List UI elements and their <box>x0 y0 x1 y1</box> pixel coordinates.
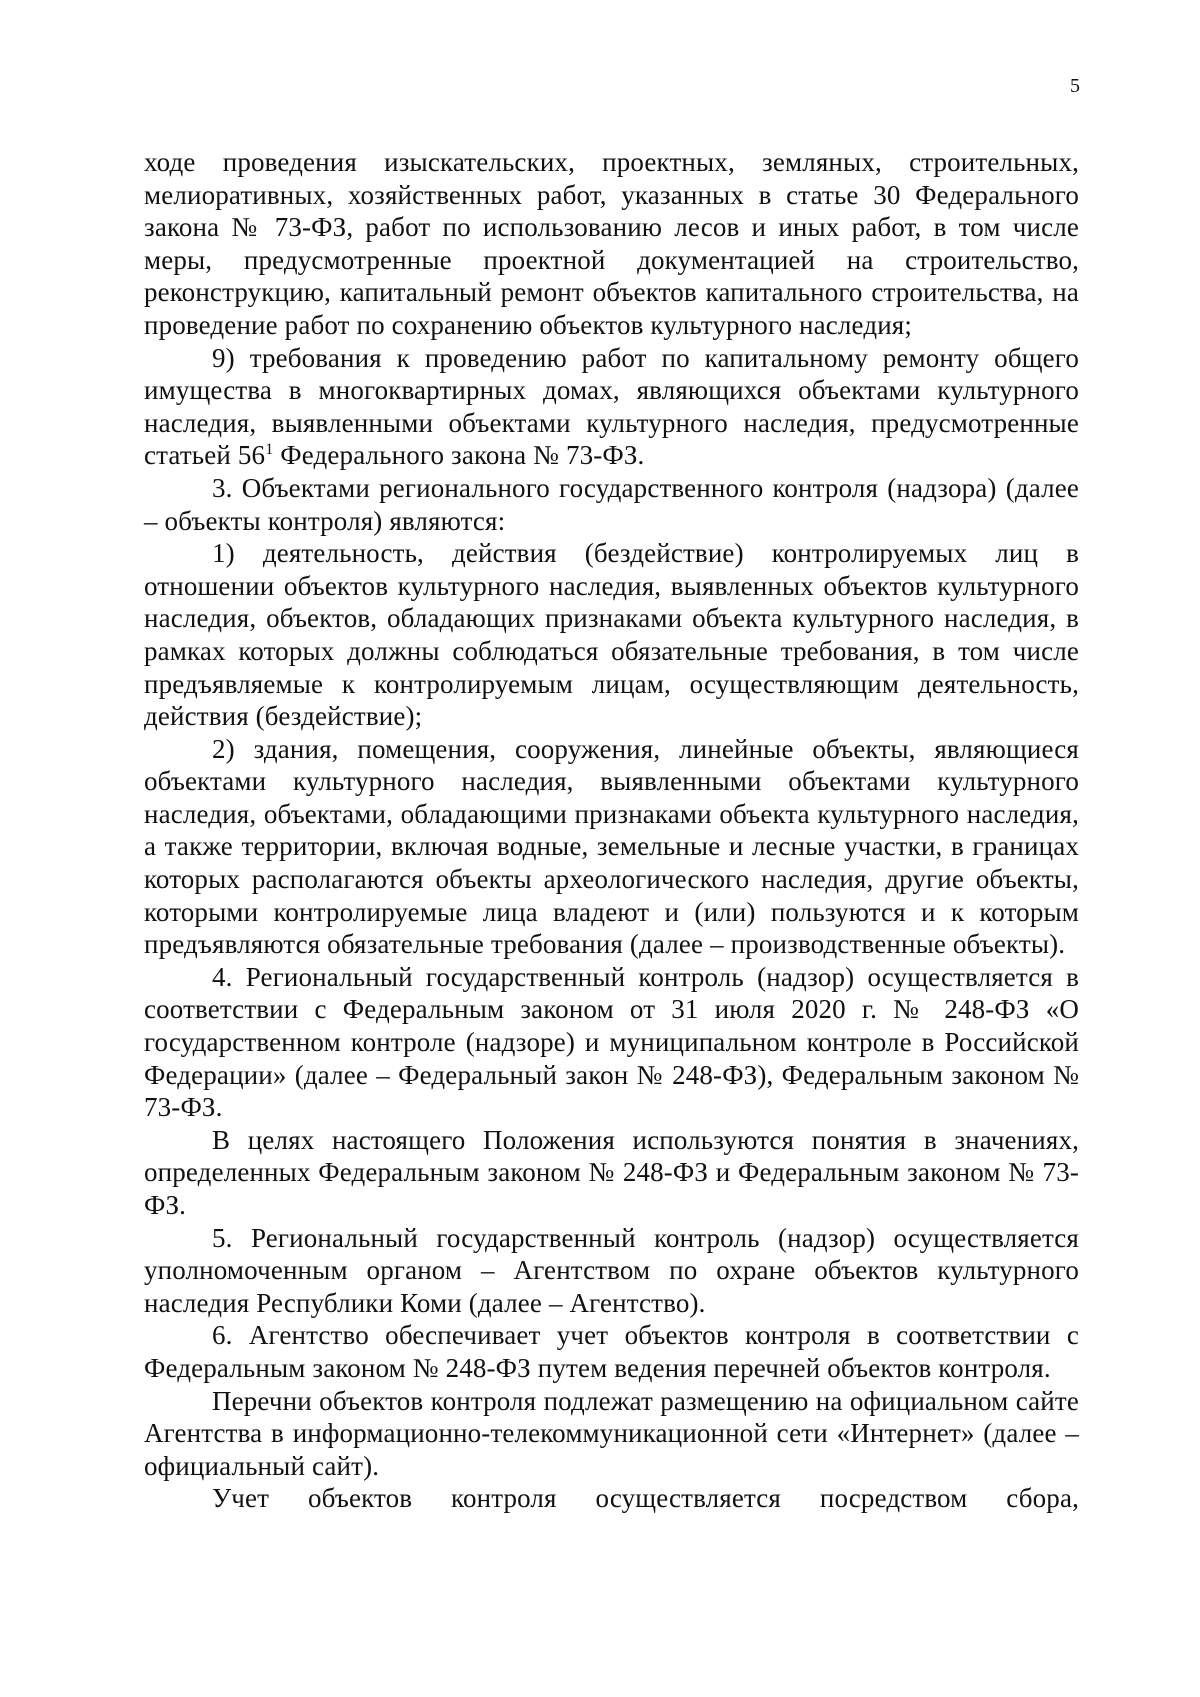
paragraph-section-4: 4. Региональный государственный контроль (надзор) осуществляется в соответствии с Федеральным законом от 31 июля 2020 г. № 248-ФЗ «О государственном контроле (надзоре) и муниципальном контроле в Российской Федерации» (далее – Федеральный закон № 248-ФЗ), Федеральным законом № 73-ФЗ. <box>144 961 1079 1123</box>
superscript-one: 1 <box>265 441 274 459</box>
paragraph-item-9-tail: Федерального закона № 73-ФЗ. <box>273 440 645 471</box>
paragraph-continuation: ходе проведения изыскательских, проектных, земляных, строительных, мелиоративных, хозяйственных работ, указанных в статье 30 Федерального закона № 73-ФЗ, работ по использованию лесов и иных работ, в том числе меры, предусмотренные проектной документацией на строительство, реконструкцию, капитальный ремонт объектов капитального строительства, на проведение работ по сохранению объектов культурного наследия; <box>144 147 1079 340</box>
paragraph-definitions: В целях настоящего Положения используются понятия в значениях, определенных Федеральным законом № 248-ФЗ и Федеральным законом № 73-ФЗ. <box>144 1124 1079 1220</box>
paragraph-section-6: 6. Агентство обеспечивает учет объектов контроля в соответствии с Федеральным законом № 248-ФЗ путем ведения перечней объектов контроля. <box>144 1320 1079 1383</box>
paragraph-section-5: 5. Региональный государственный контроль (надзор) осуществляется уполномоченным органом – Агентством по охране объектов культурного наследия Республики Коми (далее – Агентство). <box>144 1222 1079 1318</box>
paragraph-item-1: 1) деятельность, действия (бездействие) контролируемых лиц в отношении объектов культурного наследия, выявленных объектов культурного наследия, объектов, обладающих признаками объекта культурного наследия, в рамках которых должны соблюдаться обязательные требования, в том числе предъявляемые к контролируемым лицам, осуществляющим деятельность, действия (бездействие); <box>144 538 1079 732</box>
paragraph-item-9-text: 9) требования к проведению работ по капитальному ремонту общего имущества в многоквартирных домах, являющихся объектами культурного наследия, выявленными объектами культурного наследия, предусмотренные статьей 56 <box>144 342 1079 471</box>
paragraph-item-2: 2) здания, помещения, сооружения, линейные объекты, являющиеся объектами культурного наследия, выявленными объектами культурного наследия, объектами, обладающими признаками объекта культурного наследия, а также территории, включая водные, земельные и лесные участки, в границах которых располагаются объекты археологического наследия, другие объекты, которыми контролируемые лица владеют и (или) пользуются и к которым предъявляются обязательные требования (далее – производственные объекты). <box>144 733 1079 960</box>
paragraph-accounting: Учет объектов контроля осуществляется посредством сбора, <box>212 1483 1079 1514</box>
paragraph-section-3: 3. Объектами регионального государственного контроля (надзора) (далее – объекты контроля) являются: <box>144 472 1079 536</box>
document-body <box>144 146 1079 1515</box>
paragraph-item-9 <box>144 342 1079 472</box>
page-number: 5 <box>1070 75 1080 97</box>
paragraph-lists-publication: Перечни объектов контроля подлежат размещению на официальном сайте Агентства в информационно-телекоммуникационной сети «Интернет» (далее – официальный сайт). <box>144 1385 1079 1481</box>
